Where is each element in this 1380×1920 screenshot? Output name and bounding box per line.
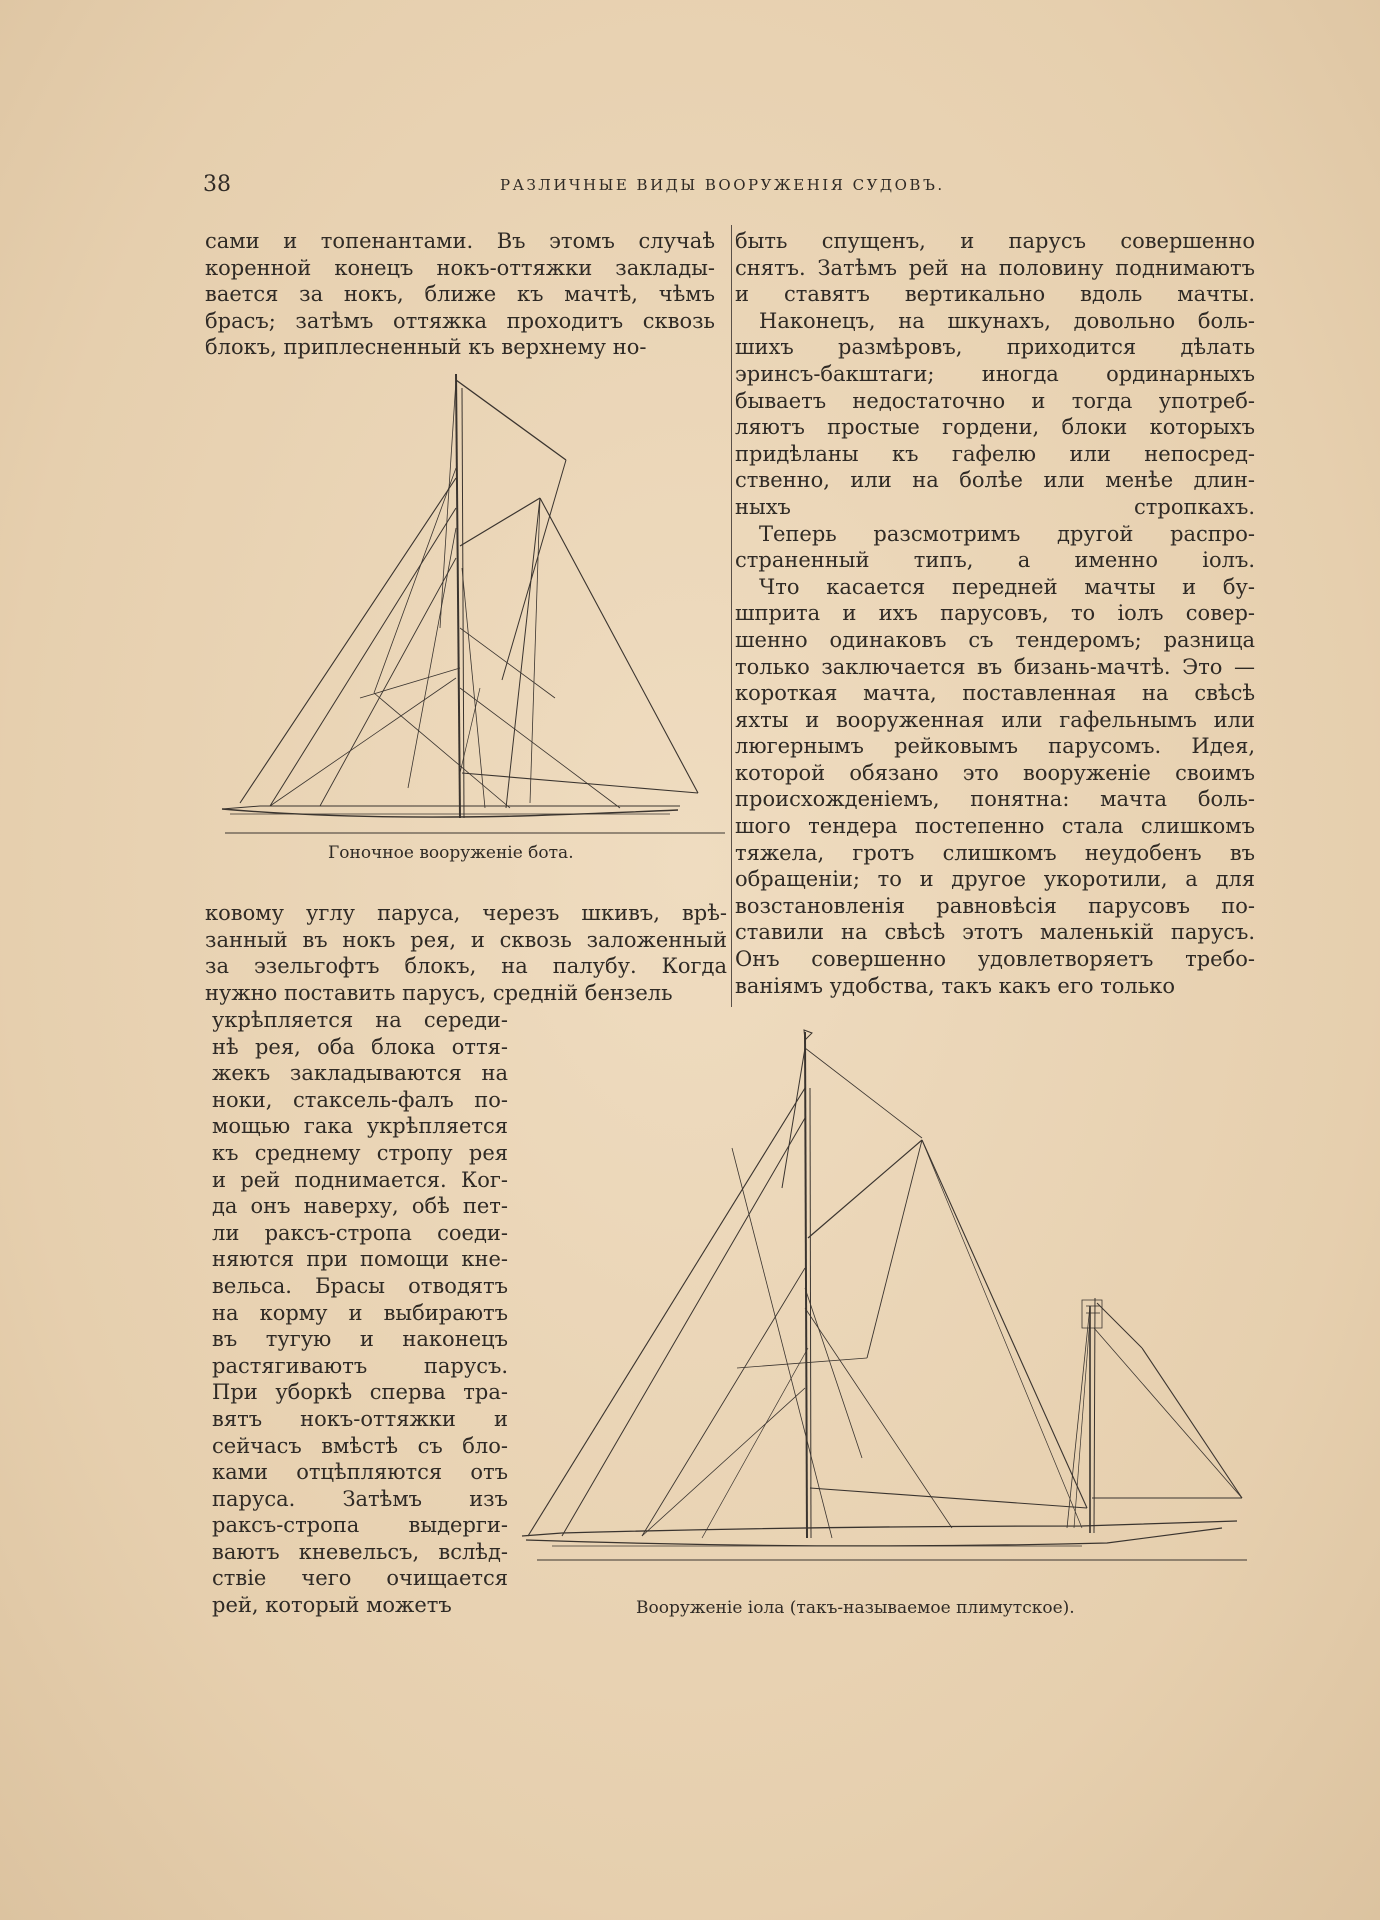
text-line: Что касается передней мачты и бу-	[759, 574, 1255, 599]
text-line: ваютъ кневельсъ, вслѣд-	[212, 1539, 508, 1564]
text-line: ляютъ простые гордени, блоки которыхъ	[735, 415, 1255, 440]
text-line: только заключается въ бизань-мачтѣ. Это —	[735, 654, 1255, 679]
text-line: коренной конецъ нокъ-оттяжки заклады-	[205, 255, 715, 280]
text-line: на корму и выбираютъ	[212, 1300, 508, 1325]
text-line: страненный типъ, а именно іолъ.	[735, 548, 1255, 573]
text-line: шого тендера постепенно стала слишкомъ	[735, 814, 1255, 839]
figure-2-caption: Вооруженіе іола (такъ-называемое плимутское).	[636, 1598, 1075, 1618]
yawl-rig-figure	[522, 1028, 1252, 1588]
text-line: быть спущенъ, и парусъ совершенно	[735, 229, 1255, 253]
text-line: бываетъ недостаточно и тогда употреб-	[735, 388, 1255, 413]
text-line: возстановленія равновѣсія парусовъ по-	[735, 893, 1255, 918]
text-line: нужно поставить парусъ, средній бензель	[205, 980, 673, 1005]
left-column-narrow-text	[212, 1007, 508, 1619]
text-line: шенно одинаковъ съ тендеромъ; разница	[735, 627, 1255, 652]
text-line: Наконецъ, на шкунахъ, довольно боль-	[759, 308, 1255, 333]
running-title: РАЗЛИЧНЫЕ ВИДЫ ВООРУЖЕНІЯ СУДОВЪ.	[500, 176, 945, 194]
text-line: да онъ наверху, обѣ пет-	[212, 1194, 508, 1219]
text-line: рей, который можетъ	[212, 1593, 452, 1618]
text-line: за эзельгофтъ блокъ, на палубу. Когда	[205, 954, 727, 979]
text-line: шприта и ихъ парусовъ, то іолъ совер-	[735, 601, 1255, 626]
text-line: происхожденіемъ, понятна: мачта боль-	[735, 787, 1255, 812]
text-line: паруса. Затѣмъ изъ	[212, 1486, 508, 1511]
text-line: ныхъ стропкахъ.	[735, 494, 1255, 519]
text-line: жекъ закладываются на	[212, 1061, 508, 1086]
text-line: блокъ, приплесненный къ верхнему но-	[205, 335, 647, 360]
left-column-middle-text	[205, 900, 727, 1006]
left-column-top-text	[205, 228, 715, 361]
text-line: снятъ. Затѣмъ рей на половину поднимаютъ	[735, 255, 1255, 280]
text-line: нѣ рея, оба блока оття-	[212, 1034, 508, 1059]
text-line: которой обязано это вооруженіе своимъ	[735, 760, 1255, 785]
cutter-rig-figure	[210, 368, 730, 838]
text-line: вельса. Брасы отводятъ	[212, 1273, 508, 1298]
text-line: тяжела, гротъ слишкомъ неудобенъ въ	[735, 840, 1255, 865]
text-line: шихъ размѣровъ, приходится дѣлать	[735, 335, 1255, 360]
figure-1-caption: Гоночное вооруженіе бота.	[328, 843, 574, 863]
text-line: ками отцѣпляются отъ	[212, 1460, 508, 1485]
text-line: сейчасъ вмѣстѣ съ бло-	[212, 1433, 508, 1458]
right-column-text	[735, 228, 1255, 999]
text-line: брасъ; затѣмъ оттяжка проходитъ сквозь	[205, 308, 715, 333]
text-line: ствіе чего очищается	[212, 1566, 508, 1591]
page-number: 38	[203, 172, 231, 197]
text-line: люгернымъ рейковымъ парусомъ. Идея,	[735, 734, 1255, 759]
text-line: ставили на свѣсѣ этотъ маленькій парусъ.	[735, 920, 1255, 945]
text-line: раксъ-стропа выдерги-	[212, 1513, 508, 1538]
text-line: Теперь разсмотримъ другой распро-	[759, 521, 1255, 546]
text-line: растягиваютъ парусъ.	[212, 1353, 508, 1378]
text-line: обращеніи; то и другое укоротили, а для	[735, 867, 1255, 892]
text-line: короткая мачта, поставленная на свѣсѣ	[735, 681, 1255, 706]
column-divider	[731, 225, 732, 1007]
text-line: укрѣпляется на середи-	[212, 1008, 508, 1032]
text-line: занный въ нокъ рея, и сквозь заложенный	[205, 927, 727, 952]
text-line: и рей поднимается. Ког-	[212, 1167, 508, 1192]
text-line: ноки, стаксель-фалъ по-	[212, 1087, 508, 1112]
text-line: и ставятъ вертикально вдоль мачты.	[735, 282, 1255, 307]
text-line: вается за нокъ, ближе къ мачтѣ, чѣмъ	[205, 282, 715, 307]
text-line: ственно, или на болѣе или менѣе длин-	[735, 468, 1255, 493]
text-line: мощью гака укрѣпляется	[212, 1114, 508, 1139]
text-line: ваніямъ удобства, такъ какъ его только	[735, 973, 1175, 998]
text-line: ковому углу паруса, черезъ шкивъ, врѣ-	[205, 901, 727, 925]
text-line: къ среднему стропу рея	[212, 1140, 508, 1165]
text-line: няются при помощи кне-	[212, 1247, 508, 1272]
text-line: вятъ нокъ-оттяжки и	[212, 1406, 508, 1431]
text-line: эринсъ-бакштаги; иногда ординарныхъ	[735, 361, 1255, 386]
text-line: въ тугую и наконецъ	[212, 1327, 508, 1352]
text-line: придѣланы къ гафелю или непосред-	[735, 441, 1255, 466]
text-line: сами и топенантами. Въ этомъ случаѣ	[205, 229, 715, 253]
text-line: При уборкѣ сперва тра-	[212, 1380, 508, 1405]
text-line: Онъ совершенно удовлетворяетъ требо-	[735, 947, 1255, 972]
text-line: яхты и вооруженная или гафельнымъ или	[735, 707, 1255, 732]
text-line: ли раксъ-стропа соеди-	[212, 1220, 508, 1245]
